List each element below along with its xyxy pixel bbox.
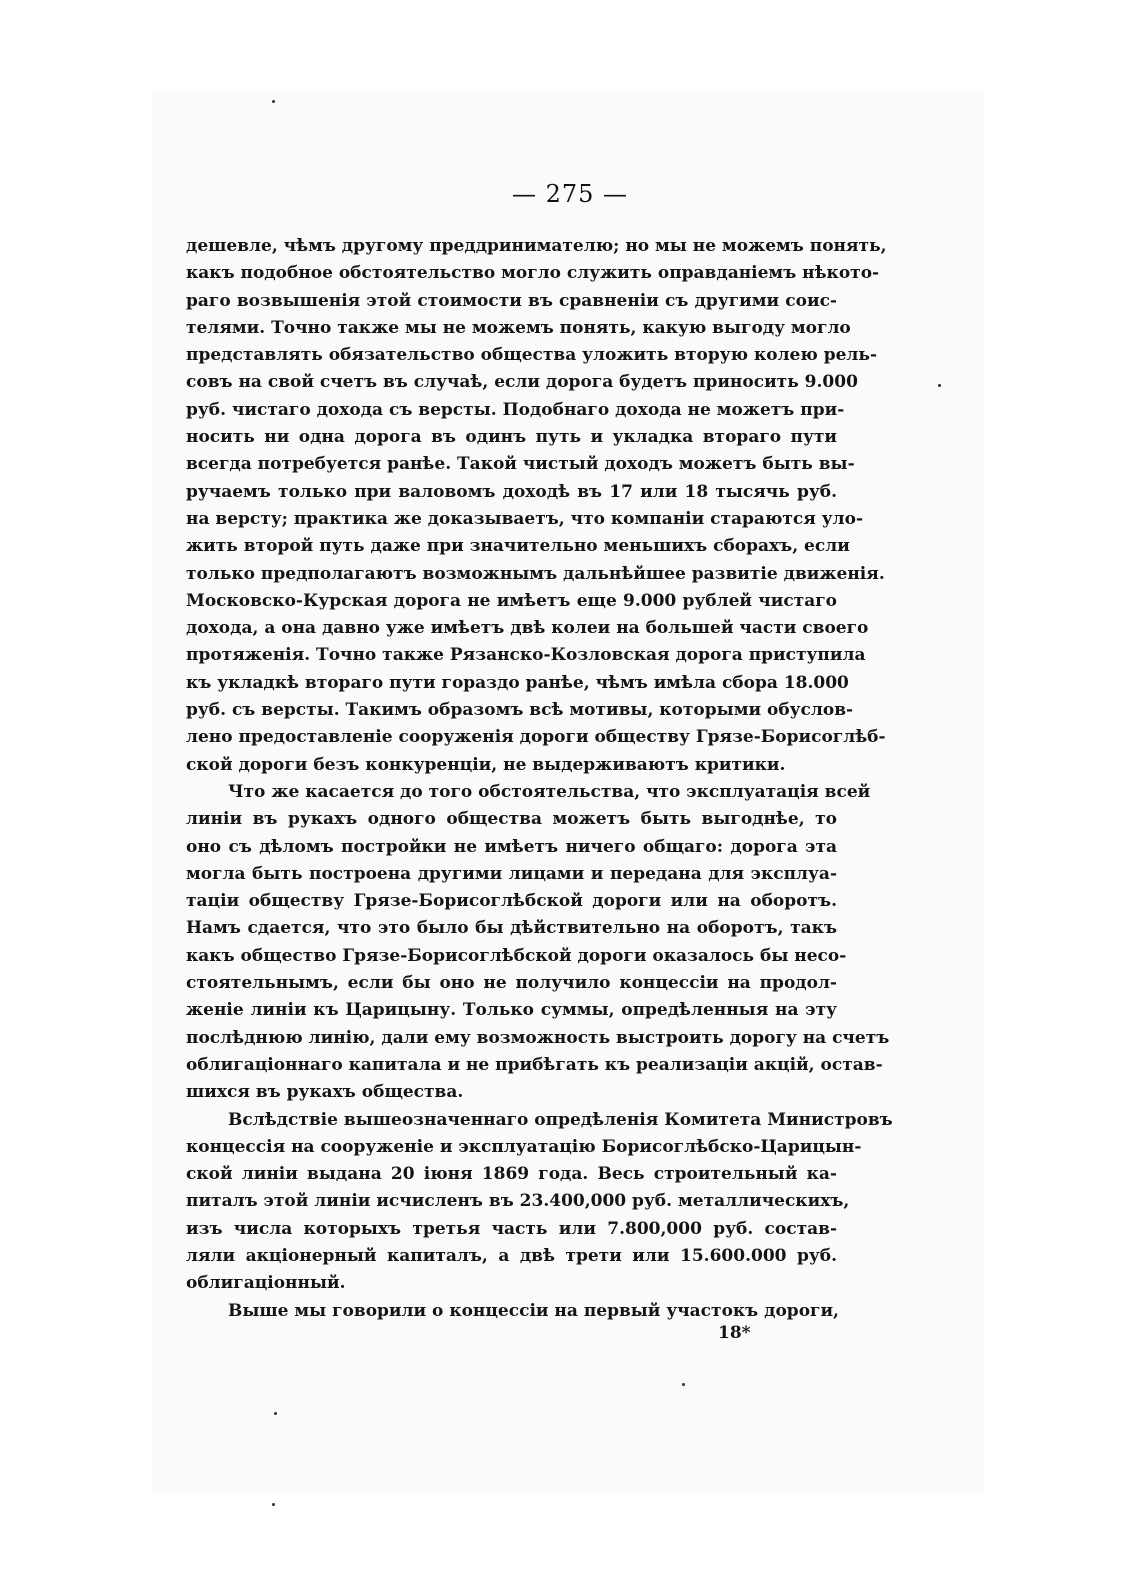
body-text bbox=[186, 233, 893, 1325]
text-line: могла быть построена другими лицами и передана для эксплуа- bbox=[186, 863, 837, 884]
signature-mark: 18* bbox=[718, 1323, 751, 1343]
paragraph-end-line: ской дороги безъ конкуренціи, не выдерживаютъ критики. bbox=[186, 754, 786, 775]
text-line: лено предоставленіе сооруженія дороги обществу Грязе-Борисоглѣб- bbox=[186, 727, 886, 748]
scan-speck bbox=[272, 1503, 275, 1506]
text-line: стоятельнымъ, если бы оно не получило концессіи на продол- bbox=[186, 973, 837, 994]
scan-speck bbox=[274, 1412, 277, 1415]
text-line: облигаціоннаго капитала и не прибѣгать къ реализаціи акцій, остав- bbox=[186, 1054, 883, 1075]
text-line: дешевле, чѣмъ другому преддринимателю; но мы не можемъ понять, bbox=[186, 236, 887, 256]
text-line: ляли акціонерный капиталъ, а двѣ трети или 15.600.000 руб. bbox=[186, 1245, 837, 1266]
text-line: совъ на свой счетъ въ случаѣ, если дорога будетъ приносить 9.000 bbox=[186, 372, 858, 393]
text-line: Московско-Курская дорога не имѣетъ еще 9.000 рублей чистаго bbox=[186, 590, 837, 611]
text-line: на версту; практика же доказываетъ, что компаніи стараются уло- bbox=[186, 508, 863, 529]
text-line: оно съ дѣломъ постройки не имѣетъ ничего общаго: дорога эта bbox=[186, 836, 837, 857]
paragraph-start-line: Что же касается до того обстоятельства, что эксплуатація всей bbox=[228, 781, 871, 802]
text-line: телями. Точно также мы не можемъ понять, какую выгоду могло bbox=[186, 317, 851, 338]
scan-speck bbox=[682, 1383, 685, 1386]
text-line: раго возвышенія этой стоимости въ сравненіи съ другими соис- bbox=[186, 290, 837, 311]
text-line: всегда потребуется ранѣе. Такой чистый доходъ можетъ быть вы- bbox=[186, 454, 855, 475]
page-number: — 275 — bbox=[511, 180, 629, 208]
paragraph-end-line: облигаціонный. bbox=[186, 1273, 346, 1294]
text-line: линіи въ рукахъ одного общества можетъ быть выгоднѣе, то bbox=[186, 809, 837, 830]
paragraph-end-line: шихся въ рукахъ общества. bbox=[186, 1082, 464, 1103]
text-line: Намъ сдается, что это было бы дѣйствительно на оборотъ, такъ bbox=[186, 918, 837, 939]
paragraph-start-line: Выше мы говорили о концессіи на первый участокъ дороги, bbox=[228, 1300, 839, 1321]
text-line: изъ числа которыхъ третья часть или 7.800,000 руб. состав- bbox=[186, 1218, 837, 1239]
paragraph-start-line: Вслѣдствіе вышеозначеннаго опредѣленія Комитета Министровъ bbox=[228, 1109, 893, 1130]
text-line: женіе линіи къ Царицыну. Только суммы, опредѣленныя на эту bbox=[186, 1000, 837, 1021]
text-line: концессія на сооруженіе и эксплуатацію Борисоглѣбско-Царицын- bbox=[186, 1136, 862, 1157]
text-line: ской линіи выдана 20 іюня 1869 года. Весь строительный ка- bbox=[186, 1164, 837, 1185]
text-line: какъ общество Грязе-Борисоглѣбской дороги оказалось бы несо- bbox=[186, 945, 847, 966]
text-line: дохода, а она давно уже имѣетъ двѣ колеи на большей части своего bbox=[186, 618, 869, 639]
scan-speck bbox=[938, 384, 941, 387]
text-line: только предполагаютъ возможнымъ дальнѣйшее развитіе движенія. bbox=[186, 563, 885, 584]
text-line: руб. съ версты. Такимъ образомъ всѣ мотивы, которыми обуслов- bbox=[186, 700, 854, 721]
text-line: послѣднюю линію, дали ему возможность выстроить дорогу на счетъ bbox=[186, 1027, 890, 1048]
text-line: протяженія. Точно также Рязанско-Козловская дорога приступила bbox=[186, 645, 866, 666]
text-line: какъ подобное обстоятельство могло служить оправданіемъ нѣкото- bbox=[186, 263, 880, 284]
text-line: жить второй путь даже при значительно меньшихъ сборахъ, если bbox=[186, 536, 850, 557]
text-line: ручаемъ только при валовомъ доходѣ въ 17 или 18 тысячь руб. bbox=[186, 481, 837, 502]
text-line: къ укладкѣ вторaго пути гораздо ранѣе, чѣмъ имѣла сбора 18.000 bbox=[186, 672, 849, 693]
text-line: питалъ этой линіи исчисленъ въ 23.400,000 руб. металлическихъ, bbox=[186, 1191, 850, 1212]
scan-speck bbox=[272, 100, 275, 103]
text-line: носить ни одна дорога въ одинъ путь и укладка вторaго пути bbox=[186, 427, 837, 448]
text-line: руб. чистаго дохода съ версты. Подобнаго дохода не можетъ при- bbox=[186, 399, 845, 420]
text-line: представлять обязательство общества уложить вторую колею рель- bbox=[186, 345, 877, 366]
text-line: таціи обществу Грязе-Борисоглѣбской дороги или на оборотъ. bbox=[186, 891, 837, 912]
